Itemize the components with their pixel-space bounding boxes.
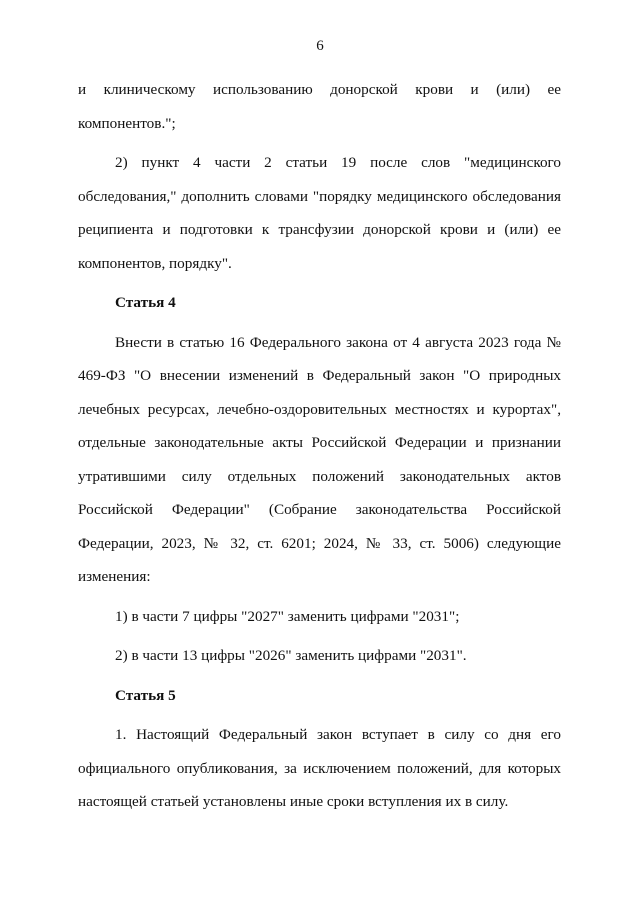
article-4-paragraph: Внести в статью 16 Федерального закона от 4 августа 2023 года № 469-ФЗ "О внесении изменений в Федеральный закон "О природных лечебных ресурсах, лечебно-оздоровительных местностях и курортах", отдельные законодательные акты Российской Федерации и признании утратившими силу отдельных положений законодательных актов Российской Федерации" (Собрание законодательства Российской Федерации, 2023, № 32, ст. 6201; 2024, № 33, ст. 5006) следующие изменения: bbox=[78, 333, 561, 585]
document-body bbox=[78, 73, 561, 819]
article-5-heading: Статья 5 bbox=[115, 686, 176, 704]
article-5-paragraph: 1. Настоящий Федеральный закон вступает в силу со дня его официального опубликования, за исключением положений, для которых настоящей статьей установлены иные сроки вступления их в силу. bbox=[78, 726, 561, 810]
article-4-item-2: 2) в части 13 цифры "2026" заменить цифрами "2031". bbox=[115, 647, 467, 664]
article-4-item-1: 1) в части 7 цифры "2027" заменить цифрами "2031"; bbox=[115, 607, 460, 625]
article-4-heading: Статья 4 bbox=[115, 294, 176, 311]
paragraph-continuation: и клиническому использованию донорской крови и (или) ее компонентов."; bbox=[78, 81, 561, 132]
page-number: 6 bbox=[316, 38, 324, 54]
paragraph-item-2: 2) пункт 4 части 2 статьи 19 после слов "медицинского обследования," дополнить словами "порядку медицинского обследования реципиента и подготовки к трансфузии донорской крови и (или) ее компонентов, порядку". bbox=[78, 154, 561, 272]
